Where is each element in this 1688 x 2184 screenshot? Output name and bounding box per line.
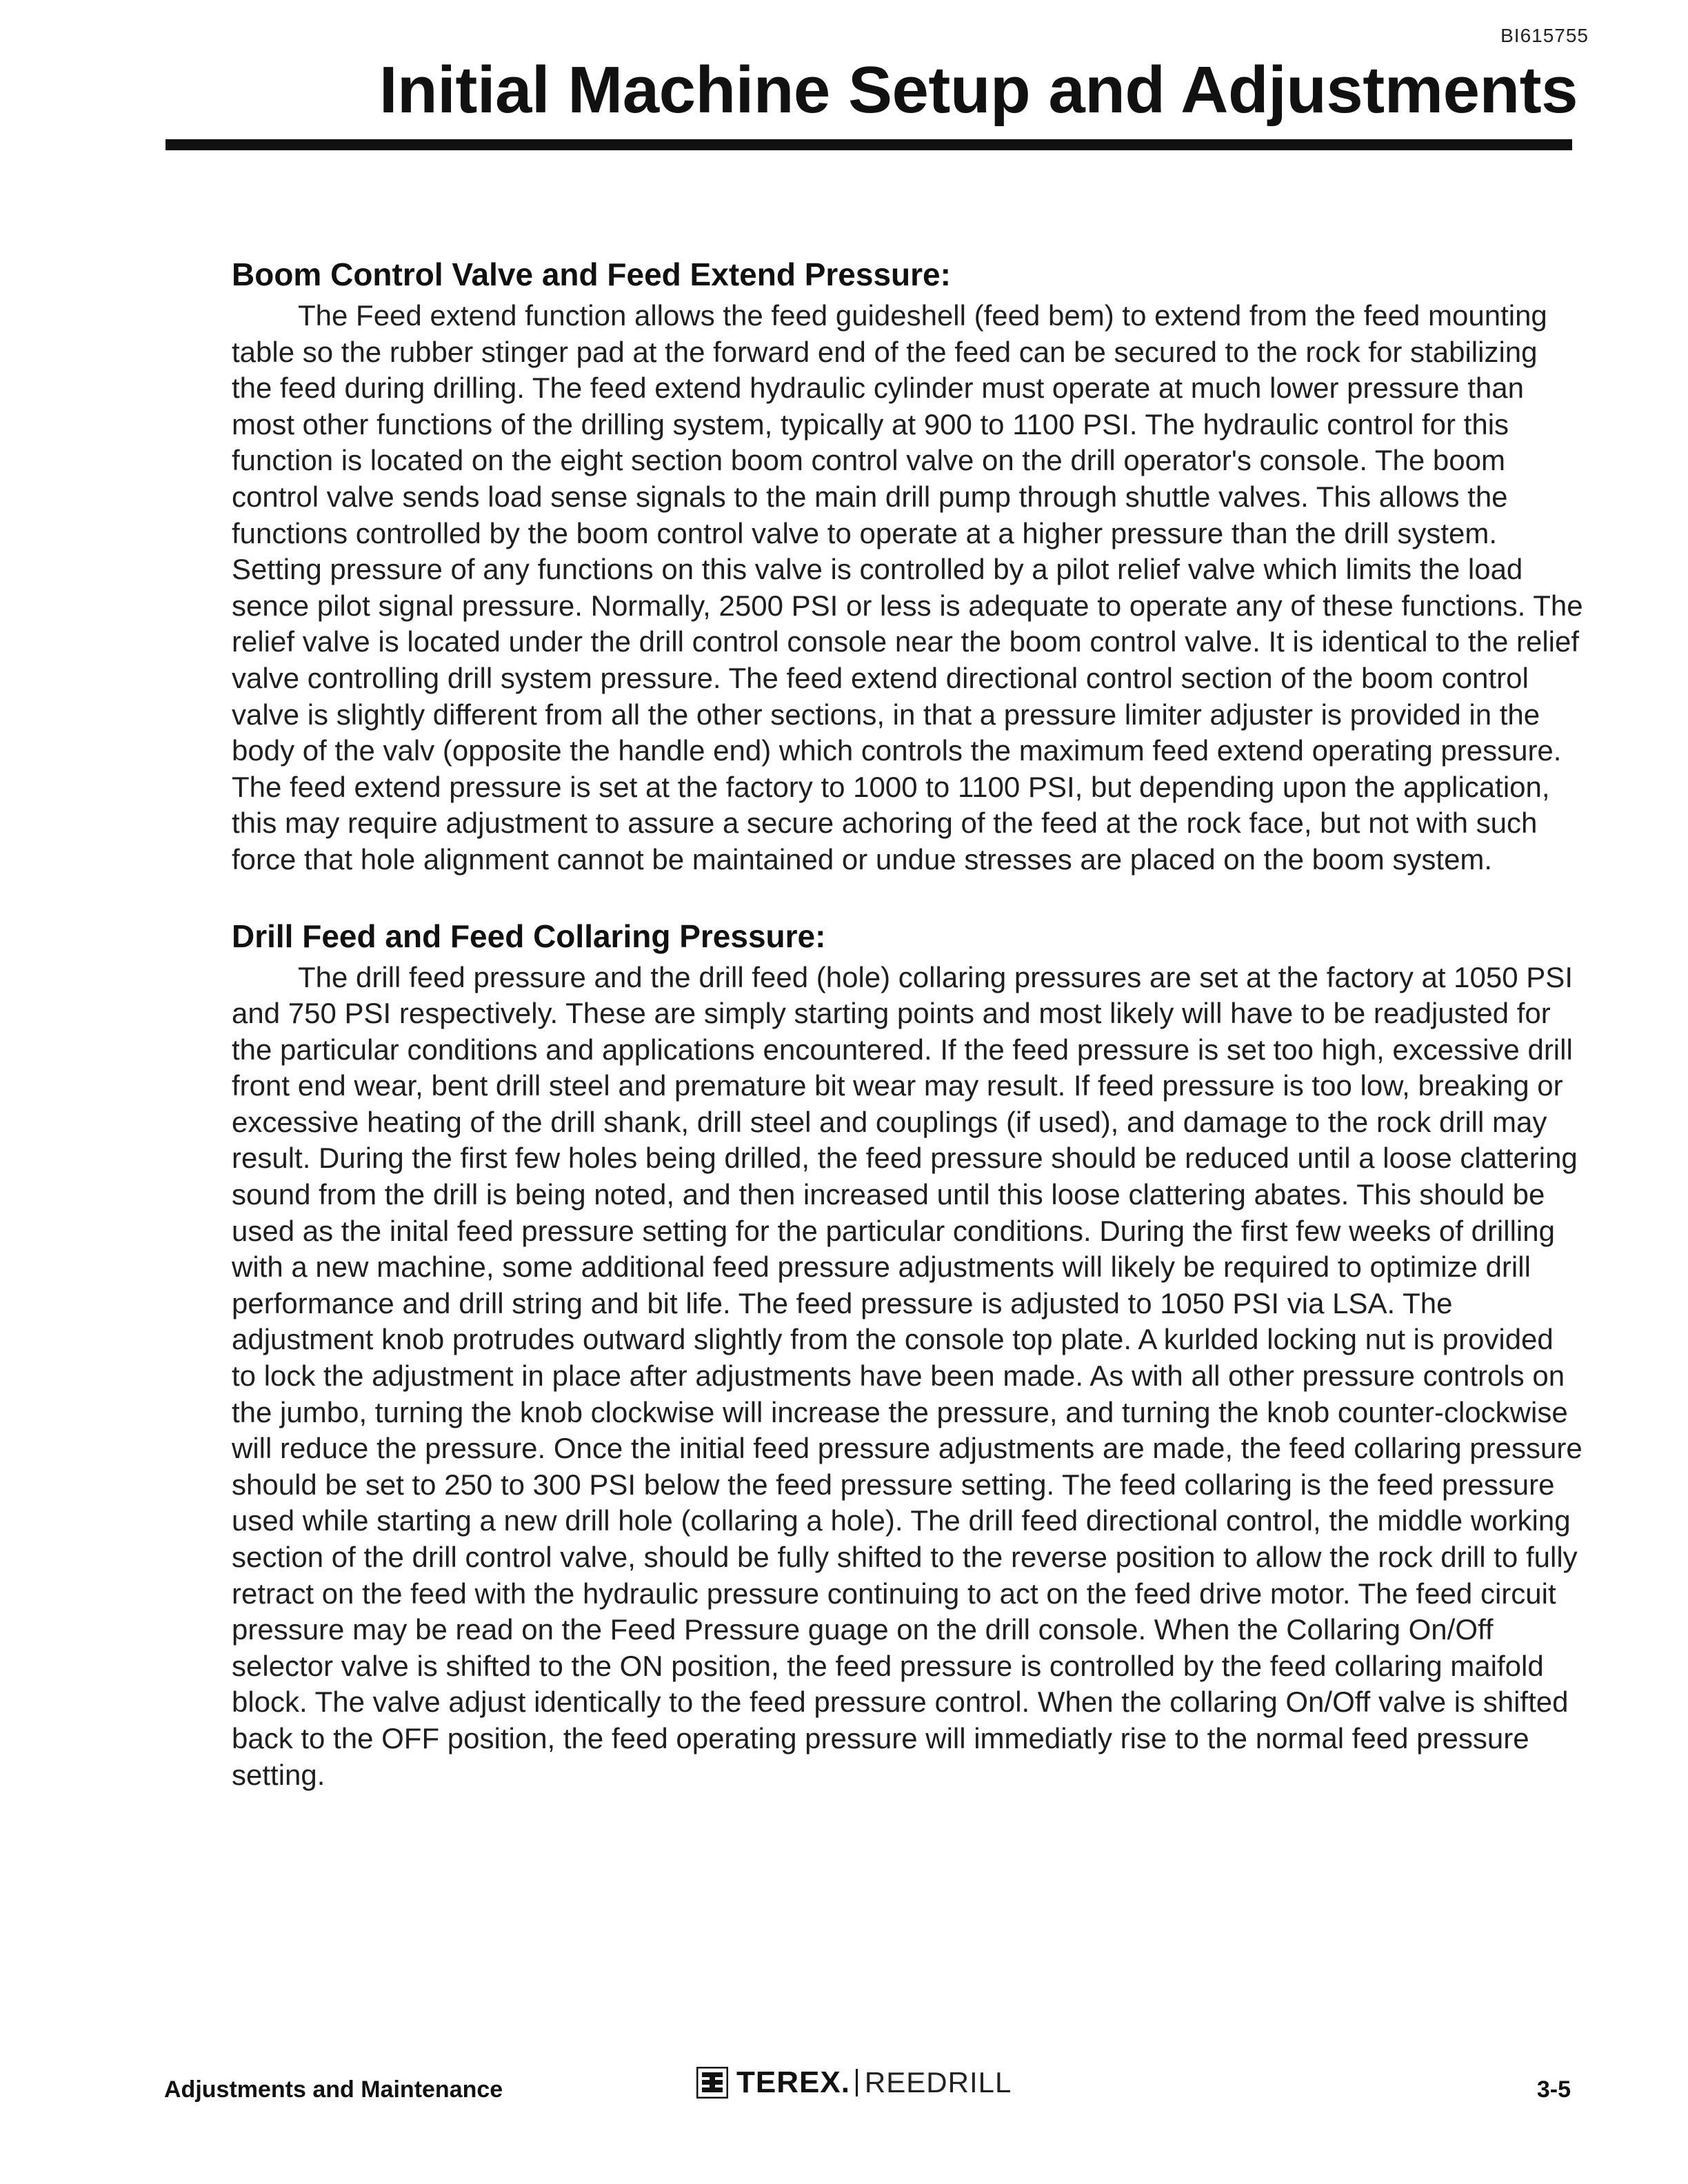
main-content — [232, 255, 1583, 1832]
logo-brand-text: TEREX. — [736, 2065, 850, 2099]
page-number: 3-5 — [1536, 2076, 1571, 2103]
section-boom-control-valve — [232, 255, 1583, 878]
page-title: Initial Machine Setup and Adjustments — [379, 53, 1578, 127]
footer-section-title: Adjustments and Maintenance — [164, 2076, 503, 2103]
logo-separator — [856, 2069, 858, 2096]
logo-sub-text: REEDRILL — [864, 2066, 1012, 2099]
footer-logo — [696, 2065, 1012, 2100]
title-divider — [165, 139, 1572, 150]
section-paragraph: The drill feed pressure and the drill feed (hole) collaring pressures are set at the factory at 1050 PSI and 750 PSI respectively. These are simply starting points and most likely will have to be readjusted for the particular conditions and applications encountered. If the feed pressure is set too high, excessive drill front end wear, bent drill steel and premature bit wear may result. If feed pressure is too low, breaking or excessive heating of the drill shank, drill steel and couplings (if used), and damage to the rock drill may result. During the first few holes being drilled, the feed pressure should be reduced until a loose clattering sound from the drill is being noted, and then increased until this loose clattering abates. This should be used as the inital feed pressure setting for the particular conditions. During the first few weeks of drilling with a new machine, some additional feed pressure adjustments will likely be required to optimize drill performance and drill string and bit life. The feed pressure is adjusted to 1050 PSI via LSA. The adjustment knob protrudes outward slightly from the console top plate. A kurlded locking nut is provided to lock the adjustment in place after adjustments have been made. As with all other pressure controls on the jumbo, turning the knob clockwise will increase the pressure, and turning the knob counter-clockwise will reduce the pressure. Once the initial feed pressure adjustments are made, the feed collaring pressure should be set to 250 to 300 PSI below the feed pressure setting. The feed collaring is the feed pressure used while starting a new drill hole (collaring a hole). The drill feed directional control, the middle working section of the drill control valve, should be fully shifted to the reverse position to allow the rock drill to fully retract on the feed with the hydraulic pressure continuing to act on the feed drive motor. The feed circuit pressure may be read on the Feed Pressure guage on the drill console. When the Collaring On/Off selector valve is shifted to the ON position, the feed pressure is controlled by the feed collaring maifold block. The valve adjust identically to the feed pressure control. When the collaring On/Off valve is shifted back to the OFF position, the feed operating pressure will immediatly rise to the normal feed pressure setting. — [232, 960, 1582, 1791]
document-id: BI615755 — [1500, 25, 1589, 46]
section-heading: Boom Control Valve and Feed Extend Pressure: — [232, 256, 951, 292]
section-heading: Drill Feed and Feed Collaring Pressure: — [232, 918, 826, 954]
section-drill-feed-collaring — [232, 917, 1583, 1794]
section-paragraph: The Feed extend function allows the feed guideshell (feed bem) to extend from the feed mounting table so the rubber stinger pad at the forward end of the feed can be secured to the rock for stabilizing the feed during drilling. The feed extend hydraulic cylinder must operate at much lower pressure than most other functions of the drilling system, typically at 900 to 1100 PSI. The hydraulic control for this function is located on the eight section boom control valve on the drill operator's console. The boom control valve sends load sense signals to the main drill pump through shuttle valves. This allows the functions controlled by the boom control valve to operate at a higher pressure than the drill system. Setting pressure of any functions on this valve is controlled by a pilot relief valve which limits the load sence pilot signal pressure. Normally, 2500 PSI or less is adequate to operate any of these functions. The relief valve is located under the drill control console near the boom control valve. It is identical to the relief valve controlling drill system pressure. The feed extend directional control section of the boom control valve is slightly different from all the other sections, in that a pressure limiter adjuster is provided in the body of the valv (opposite the handle end) which controls the maximum feed extend operating pressure. The feed extend pressure is set at the factory to 1000 to 1100 PSI, but depending upon the application, this may require adjustment to assure a secure achoring of the feed at the rock face, but not with such force that hole alignment cannot be maintained or undue stresses are placed on the boom system. — [232, 299, 1583, 876]
terex-logo-icon — [696, 2067, 728, 2099]
